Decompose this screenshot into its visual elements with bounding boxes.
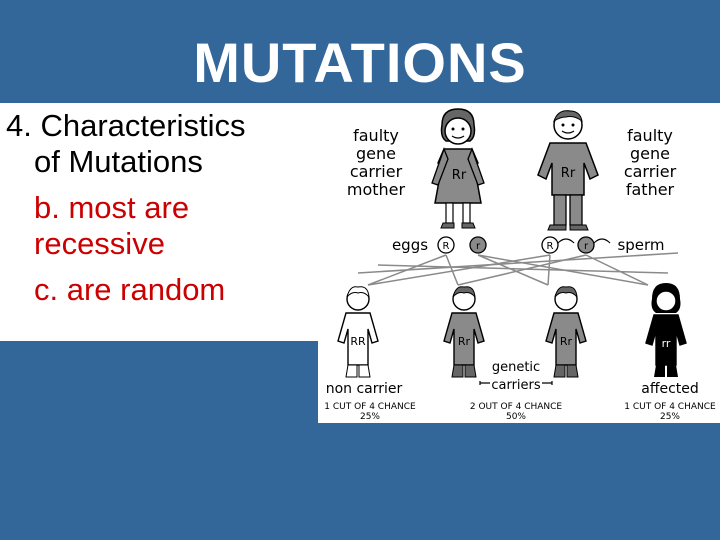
child-carrier-2-figure bbox=[546, 287, 586, 377]
chance-2: 2 OUT OF 4 CHANCE bbox=[469, 402, 563, 412]
inheritance-diagram bbox=[318, 103, 720, 423]
mother-label-1: faulty bbox=[353, 126, 399, 145]
bullet-b-line1: b. most are bbox=[34, 190, 190, 225]
father-label-2: gene bbox=[630, 144, 670, 163]
father-label-4: father bbox=[625, 180, 675, 199]
svg-text:r: r bbox=[475, 241, 481, 252]
svg-text:R: R bbox=[546, 241, 554, 252]
chance-1: 1 CUT OF 4 CHANCE bbox=[324, 402, 416, 412]
child-1-genotype: RR bbox=[350, 335, 366, 348]
affected-label: affected bbox=[641, 381, 699, 397]
child-3-genotype: Rr bbox=[559, 335, 573, 348]
child-noncarrier-figure bbox=[338, 287, 378, 377]
mother-label-4: mother bbox=[346, 180, 406, 199]
father-genotype: Rr bbox=[560, 166, 576, 181]
mother-genotype: Rr bbox=[451, 168, 467, 183]
bullet-heading-line1: 4. Characteristics bbox=[6, 108, 246, 143]
slide-title: MUTATIONS bbox=[193, 31, 527, 94]
noncarrier-label: non carrier bbox=[325, 381, 403, 397]
bullet-b-line2: recessive bbox=[34, 226, 165, 261]
eggs-label: eggs bbox=[391, 236, 429, 254]
cross-lines bbox=[358, 253, 678, 285]
mother-label-2: gene bbox=[356, 144, 396, 163]
sperm-label: sperm bbox=[617, 236, 665, 254]
mother-figure bbox=[432, 109, 484, 228]
percent-2: 50% bbox=[505, 412, 527, 422]
mother-label-3: carrier bbox=[349, 162, 403, 181]
sperm-r bbox=[578, 237, 610, 253]
percent-4: 25% bbox=[659, 412, 681, 422]
bullet-heading-line2: of Mutations bbox=[34, 144, 203, 179]
genetic-carriers-label-2: carriers bbox=[491, 378, 541, 393]
svg-text:r: r bbox=[583, 241, 589, 252]
bullet-c: c. are random bbox=[34, 272, 226, 307]
inheritance-diagram-svg bbox=[318, 103, 720, 423]
child-affected-figure bbox=[646, 283, 686, 377]
genetic-carriers-label-1: genetic bbox=[491, 360, 541, 375]
egg-r bbox=[470, 237, 486, 253]
child-carrier-1-figure bbox=[444, 287, 484, 377]
svg-text:R: R bbox=[442, 241, 450, 252]
egg-R bbox=[438, 237, 454, 253]
child-2-genotype: Rr bbox=[457, 335, 471, 348]
child-4-genotype: rr bbox=[661, 337, 671, 350]
bullet-text-box bbox=[0, 103, 318, 341]
percent-1: 25% bbox=[359, 412, 381, 422]
father-label-3: carrier bbox=[623, 162, 677, 181]
chance-4: 1 CUT OF 4 CHANCE bbox=[624, 402, 716, 412]
sperm-R bbox=[542, 237, 574, 253]
father-figure bbox=[538, 111, 598, 230]
father-label-1: faulty bbox=[627, 126, 673, 145]
